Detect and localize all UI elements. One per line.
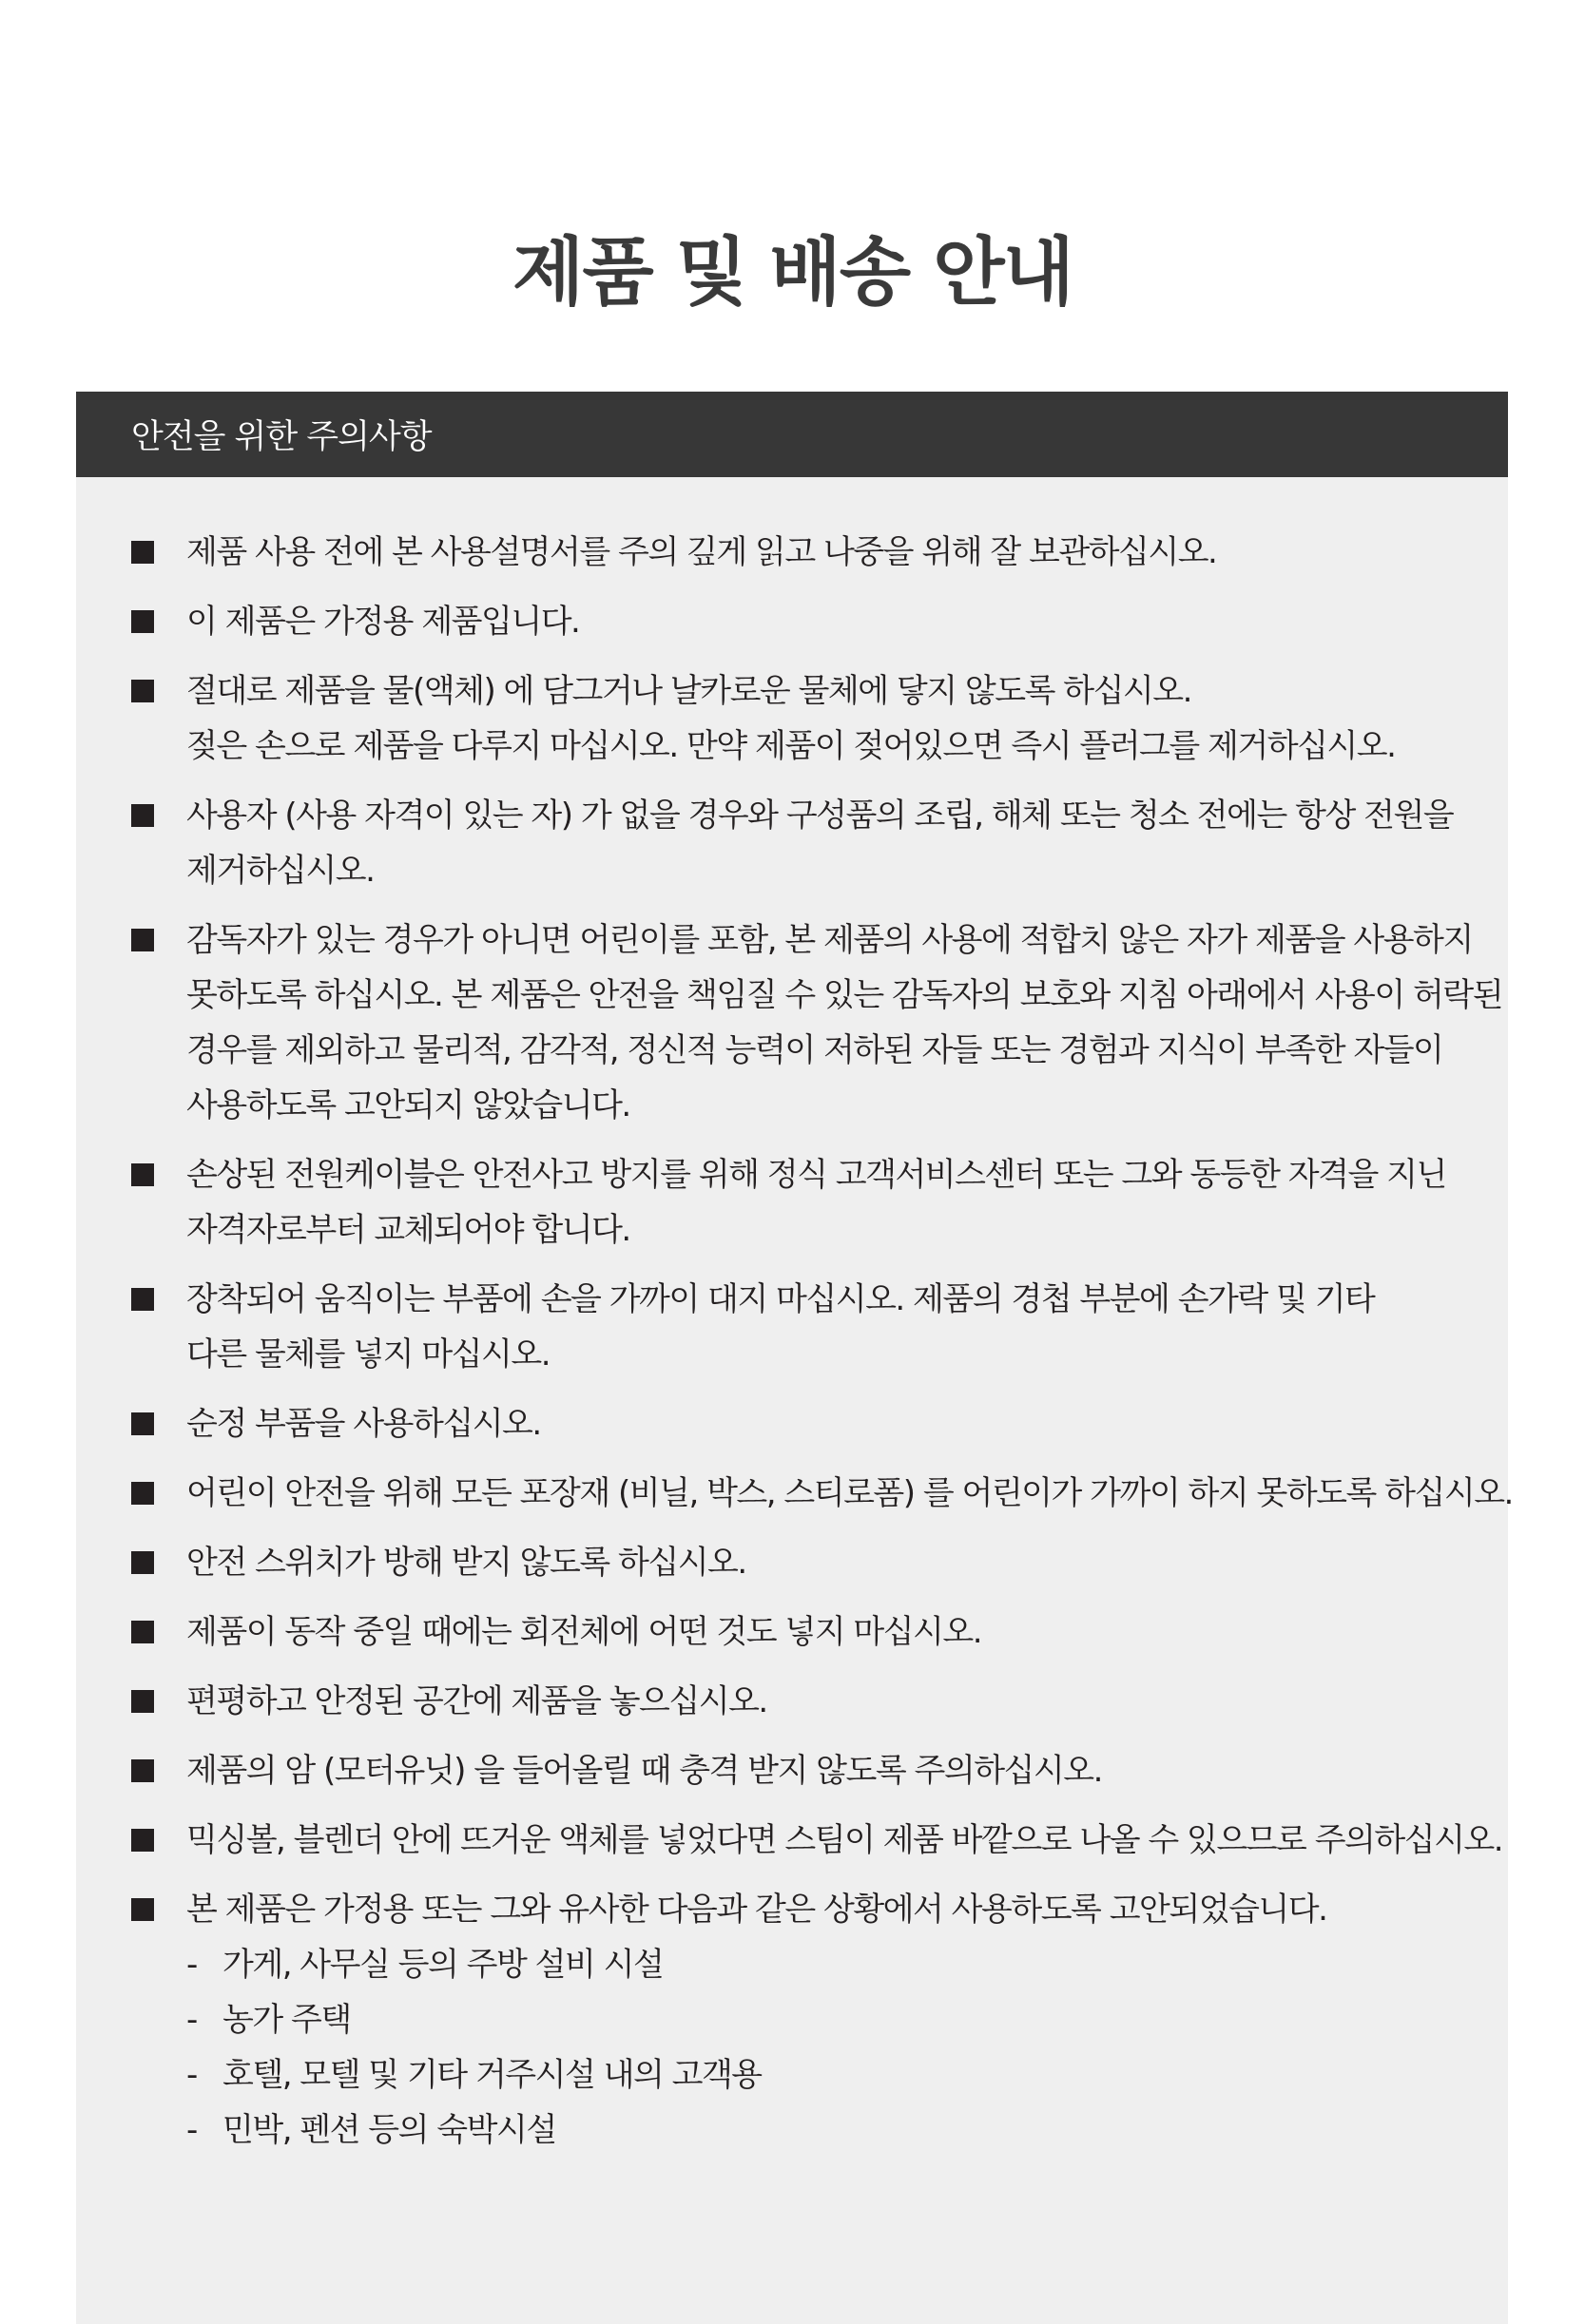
list-item xyxy=(131,1396,1470,1451)
square-bullet-icon xyxy=(131,1759,154,1782)
list-item-text-line: 사용자 (사용 자격이 있는 자) 가 없을 경우와 구성품의 조립, 해체 또는 청소 전에는 항상 전원을 xyxy=(186,797,1454,835)
list-item xyxy=(131,1743,1470,1798)
square-bullet-icon xyxy=(131,929,154,951)
list-item-text-line: 손상된 전원케이블은 안전사고 방지를 위해 정식 고객서비스센터 또는 그와 동등한 자격을 지닌 xyxy=(186,1156,1446,1194)
list-item xyxy=(131,1147,1470,1258)
list-item-text-line: 믹싱볼, 블렌더 안에 뜨거운 액체를 넣었다면 스팀이 제품 바깥으로 나올 수 있으므로 주의하십시오. xyxy=(186,1821,1503,1859)
square-bullet-icon xyxy=(131,1551,154,1574)
list-item-text-line: 자격자로부터 교체되어야 합니다. xyxy=(186,1211,630,1249)
list-item xyxy=(131,1535,1470,1590)
list-item-text-line: 절대로 제품을 물(액체) 에 담그거나 날카로운 물체에 닿지 않도록 하십시오. xyxy=(186,672,1191,710)
list-item xyxy=(131,788,1470,898)
list-item-text-line: 다른 물체를 넣지 마십시오. xyxy=(186,1335,551,1373)
list-item-text-line: 안전 스위치가 방해 받지 않도록 하십시오. xyxy=(186,1544,746,1582)
section-header-label: 안전을 위한 주의사항 xyxy=(131,418,432,456)
square-bullet-icon xyxy=(131,1412,154,1435)
list-item xyxy=(131,1604,1470,1660)
square-bullet-icon xyxy=(131,541,154,564)
list-item-text-line: 본 제품은 가정용 또는 그와 유사한 다음과 같은 상황에서 사용하도록 고안되었습니다. xyxy=(186,1891,1327,1929)
square-bullet-icon xyxy=(131,1690,154,1713)
list-item xyxy=(131,663,1470,774)
sub-list-item-text: 호텔, 모텔 및 기타 거주시설 내의 고객용 xyxy=(222,2056,762,2094)
list-item xyxy=(131,912,1503,1133)
list-item xyxy=(131,594,1470,649)
page-title: 제품 및 배송 안내 xyxy=(512,230,1073,317)
list-item-text-line: 어린이 안전을 위해 모든 포장재 (비닐, 박스, 스티로폼) 를 어린이가 가까이 하지 못하도록 하십시오. xyxy=(186,1474,1513,1512)
list-item-text-line: 못하도록 하십시오. 본 제품은 안전을 책임질 수 있는 감독자의 보호와 지침 아래에서 사용이 허락된 xyxy=(186,976,1503,1014)
list-item xyxy=(131,1674,1470,1729)
safety-list xyxy=(131,525,1513,2158)
dash-marker: - xyxy=(186,1946,197,1984)
list-item-text-line: 장착되어 움직이는 부품에 손을 가까이 대지 마십시오. 제품의 경첩 부분에 손가락 및 기타 xyxy=(186,1280,1375,1318)
square-bullet-icon xyxy=(131,1898,154,1921)
list-item-text-line: 순정 부품을 사용하십시오. xyxy=(186,1405,541,1443)
sub-list-item-text: 농가 주택 xyxy=(222,2001,351,2039)
square-bullet-icon xyxy=(131,804,154,827)
list-item-text-line: 제품의 암 (모터유닛) 을 들어올릴 때 충격 받지 않도록 주의하십시오. xyxy=(186,1752,1102,1790)
section-body xyxy=(76,477,1513,2324)
square-bullet-icon xyxy=(131,1621,154,1643)
list-item xyxy=(131,1813,1503,1868)
dash-marker: - xyxy=(186,2111,197,2149)
sub-list-item xyxy=(186,1937,1470,1992)
square-bullet-icon xyxy=(131,1163,154,1186)
dash-marker: - xyxy=(186,2056,197,2094)
square-bullet-icon xyxy=(131,1288,154,1311)
list-item-text-line: 경우를 제외하고 물리적, 감각적, 정신적 능력이 저하된 자들 또는 경험과 지식이 부족한 자들이 xyxy=(186,1031,1443,1069)
square-bullet-icon xyxy=(131,1829,154,1852)
section-header xyxy=(76,392,1508,477)
list-item xyxy=(131,1466,1513,1521)
square-bullet-icon xyxy=(131,680,154,702)
list-item xyxy=(131,525,1470,580)
sub-list xyxy=(186,1937,1470,2158)
list-item-text-line: 사용하도록 고안되지 않았습니다. xyxy=(186,1086,630,1124)
list-item-text-line: 제품이 동작 중일 때에는 회전체에 어떤 것도 넣지 마십시오. xyxy=(186,1613,982,1651)
list-item-text-line: 감독자가 있는 경우가 아니면 어린이를 포함, 본 제품의 사용에 적합치 않은 자가 제품을 사용하지 xyxy=(186,921,1473,959)
sub-list-item xyxy=(186,2103,1470,2158)
dash-marker: - xyxy=(186,2001,197,2039)
sub-list-item-text: 민박, 펜션 등의 숙박시설 xyxy=(222,2111,556,2149)
list-item-text-line: 제품 사용 전에 본 사용설명서를 주의 깊게 읽고 나중을 위해 잘 보관하십시오. xyxy=(186,533,1217,571)
list-item-text-line: 편평하고 안정된 공간에 제품을 놓으십시오. xyxy=(186,1682,767,1720)
list-item-text-line: 젖은 손으로 제품을 다루지 마십시오. 만약 제품이 젖어있으면 즉시 플러그를 제거하십시오. xyxy=(186,727,1396,765)
list-item-text-line: 이 제품은 가정용 제품입니다. xyxy=(186,603,580,641)
list-item xyxy=(131,1882,1470,2158)
sub-list-item-text: 가게, 사무실 등의 주방 설비 시설 xyxy=(222,1946,664,1984)
sub-list-item xyxy=(186,2047,1470,2103)
square-bullet-icon xyxy=(131,610,154,633)
sub-list-item xyxy=(186,1992,1470,2047)
list-item-text-line: 제거하십시오. xyxy=(186,852,375,890)
square-bullet-icon xyxy=(131,1482,154,1505)
list-item xyxy=(131,1272,1470,1382)
